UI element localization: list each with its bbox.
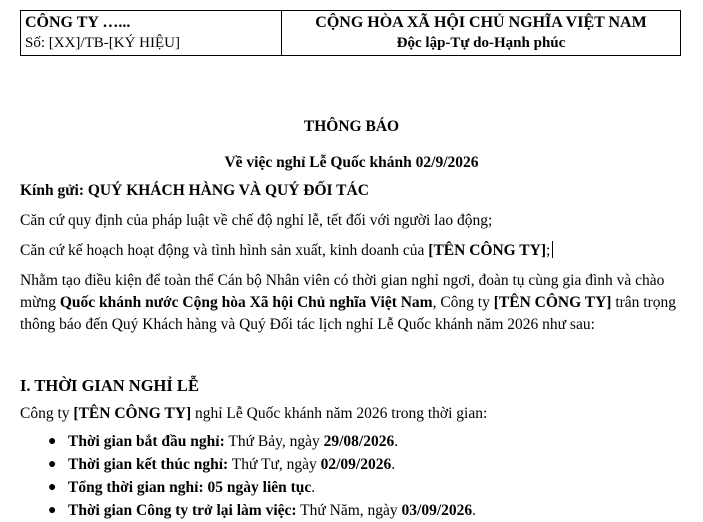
recipient-label: Kính gửi:: [20, 182, 84, 199]
main-part-1: Nhằm tạo điều kiện để toàn thể Cán bộ Nhân viên có thời gian nghỉ ngơi, đoàn tụ cùng gia đình và chào mừng: [20, 272, 665, 311]
item-label: Tổng thời gian nghỉ:: [68, 479, 204, 496]
bullet-icon: ●: [48, 503, 57, 518]
document-number: Số: [XX]/TB-[KÝ HIỆU]: [25, 35, 180, 51]
basis-line-2: [20, 240, 688, 262]
section-intro: [20, 403, 688, 425]
list-item: [48, 476, 476, 499]
recipient-value: QUÝ KHÁCH HÀNG VÀ QUÝ ĐỐI TÁC: [87, 182, 369, 199]
bullet-icon: ●: [48, 480, 57, 495]
item-value: 05 ngày liên tục: [207, 479, 312, 496]
bullet-icon: ●: [48, 457, 57, 472]
item-label: Thời gian Công ty trở lại làm việc:: [68, 502, 297, 519]
item-label: Thời gian bắt đầu nghỉ:: [68, 433, 225, 450]
item-text: Thứ Tư, ngày: [228, 456, 321, 473]
section-heading: I. THỜI GIAN NGHỈ LỄ: [20, 376, 199, 395]
header-left-cell: [21, 11, 282, 56]
text-cursor: [552, 241, 553, 258]
header-table: [20, 10, 681, 56]
item-value: 03/09/2026: [401, 502, 473, 519]
list-item: [48, 499, 477, 522]
main-bold-1: Quốc khánh nước Cộng hòa Xã hội Chủ nghĩa Việt Nam: [59, 294, 433, 311]
item-end: .: [311, 479, 316, 496]
document-subject: Về việc nghỉ Lễ Quốc khánh 02/9/2026: [224, 154, 479, 171]
national-motto: Độc lập-Tự do-Hạnh phúc: [396, 35, 566, 51]
basis-line-2-text: Căn cứ kế hoạch hoạt động và tình hình sản xuất, kinh doanh của: [20, 242, 429, 259]
basis-company: [TÊN CÔNG TY]: [428, 242, 546, 259]
list-item: [48, 430, 476, 453]
item-label: Thời gian kết thúc nghỉ:: [68, 456, 229, 473]
item-value: 29/08/2026: [323, 433, 395, 450]
item-end: .: [472, 502, 477, 519]
basis-line-1: Căn cứ quy định của pháp luật về chế độ nghỉ lễ, tết đối với người lao động;: [20, 212, 493, 229]
item-value: 02/09/2026: [320, 456, 392, 473]
item-end: .: [394, 433, 399, 450]
main-part-3: trân trọng thông báo đến Quý Khách hàng và Quý Đối tác lịch nghỉ Lễ Quốc khánh năm 2026 như sau:: [20, 294, 677, 333]
section-intro-pre: Công ty: [20, 405, 74, 422]
holiday-list: [30, 430, 476, 522]
item-text: Thứ Bảy, ngày: [224, 433, 324, 450]
main-paragraph: [20, 270, 688, 336]
item-text: Thứ Năm, ngày: [296, 502, 402, 519]
bullet-icon: ●: [48, 434, 57, 449]
list-item: [48, 453, 476, 476]
national-title: CỘNG HÒA XÃ HỘI CHỦ NGHĨA VIỆT NAM: [315, 14, 647, 31]
main-part-2: , Công ty: [432, 294, 494, 311]
item-end: .: [391, 456, 396, 473]
main-bold-2: [TÊN CÔNG TY]: [493, 294, 612, 311]
header-right-cell: [282, 11, 681, 56]
section-intro-post: nghỉ Lễ Quốc khánh năm 2026 trong thời gian:: [191, 405, 488, 422]
recipient-line: [20, 180, 688, 202]
document-title: THÔNG BÁO: [303, 118, 400, 135]
basis-end: ;: [546, 242, 551, 259]
company-name: CÔNG TY …...: [25, 14, 131, 31]
section-intro-company: [TÊN CÔNG TY]: [73, 405, 192, 422]
